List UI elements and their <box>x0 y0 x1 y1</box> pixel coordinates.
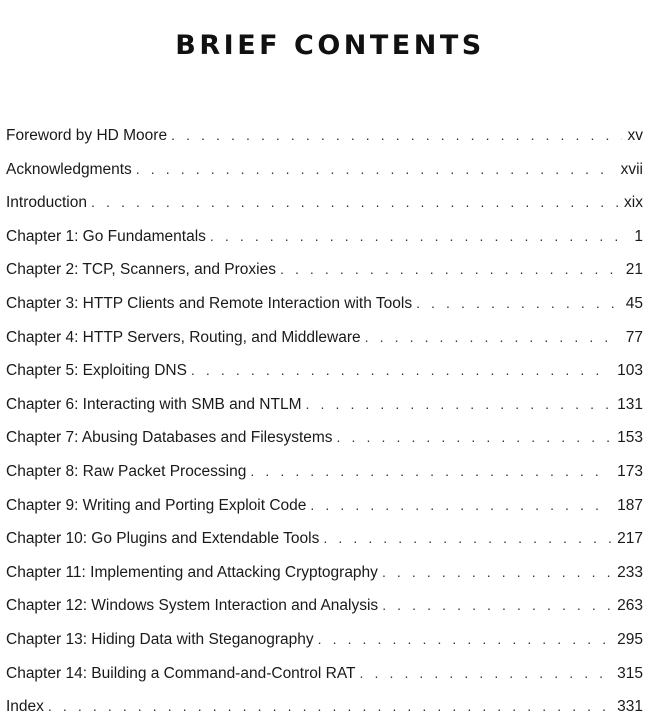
toc-entry-title[interactable]: Chapter 2: TCP, Scanners, and Proxies <box>6 261 276 279</box>
toc-entry-chapter-14[interactable] <box>6 661 643 695</box>
toc-entry-title[interactable]: Introduction <box>6 194 87 212</box>
toc-entry-title[interactable]: Chapter 1: Go Fundamentals <box>6 227 206 245</box>
dot-leader <box>171 123 621 147</box>
toc-entry-title[interactable]: Acknowledgments <box>6 160 132 178</box>
toc-entry-page: xvii <box>620 160 643 178</box>
toc-entry-foreword[interactable] <box>6 123 643 157</box>
toc-entry-title[interactable]: Chapter 9: Writing and Porting Exploit Code <box>6 496 307 514</box>
toc-entry-chapter-13[interactable] <box>6 627 643 661</box>
toc-entry-title[interactable]: Chapter 13: Hiding Data with Steganography <box>6 630 314 648</box>
toc-entry-page: 295 <box>617 630 643 648</box>
toc-entry-chapter-11[interactable] <box>6 560 643 594</box>
toc-entry-page: 263 <box>617 597 643 615</box>
toc-entry-chapter-6[interactable] <box>6 392 643 426</box>
toc-entry-page: 233 <box>617 563 643 581</box>
toc-entry-chapter-4[interactable] <box>6 325 643 359</box>
dot-leader <box>210 224 628 248</box>
page-title: BRIEF CONTENTS <box>175 30 485 62</box>
toc-entry-chapter-2[interactable] <box>6 257 643 291</box>
toc-entry-chapter-10[interactable] <box>6 526 643 560</box>
toc-entry-page: 21 <box>625 261 643 279</box>
toc-entry-introduction[interactable] <box>6 190 643 224</box>
toc-entry-page: 173 <box>617 462 643 480</box>
toc-entry-page: 153 <box>617 429 643 447</box>
toc-entry-chapter-9[interactable] <box>6 493 643 527</box>
toc-entry-chapter-7[interactable] <box>6 425 643 459</box>
toc-entry-title[interactable]: Chapter 10: Go Plugins and Extendable Tools <box>6 530 320 548</box>
dot-leader <box>318 627 612 651</box>
dot-leader <box>310 493 611 517</box>
table-of-contents <box>6 123 643 728</box>
dot-leader <box>136 157 615 181</box>
toc-entry-chapter-1[interactable] <box>6 224 643 258</box>
toc-entry-title[interactable]: Chapter 4: HTTP Servers, Routing, and Middleware <box>6 328 361 346</box>
dot-leader <box>365 325 620 349</box>
toc-entry-acknowledgments[interactable] <box>6 157 643 191</box>
dot-leader <box>382 593 611 617</box>
dot-leader <box>382 560 611 584</box>
toc-entry-title[interactable]: Foreword by HD Moore <box>6 127 168 144</box>
toc-entry-page: 77 <box>625 328 643 346</box>
toc-entry-chapter-8[interactable] <box>6 459 643 493</box>
toc-entry-title[interactable]: Chapter 5: Exploiting DNS <box>6 362 187 380</box>
toc-entry-page: xv <box>627 127 643 144</box>
dot-leader <box>280 257 620 281</box>
toc-entry-page: 187 <box>617 496 643 514</box>
dot-leader <box>48 694 611 718</box>
toc-entry-page: 131 <box>617 395 643 413</box>
toc-entry-title[interactable]: Chapter 3: HTTP Clients and Remote Interaction with Tools <box>6 294 413 312</box>
toc-entry-chapter-3[interactable] <box>6 291 643 325</box>
toc-entry-title[interactable]: Chapter 12: Windows System Interaction and Analysis <box>6 597 379 615</box>
toc-entry-title[interactable]: Chapter 8: Raw Packet Processing <box>6 462 247 480</box>
toc-entry-page: 103 <box>617 362 643 380</box>
dot-leader <box>91 190 618 214</box>
toc-entry-page: xix <box>624 194 643 212</box>
dot-leader <box>323 526 611 550</box>
toc-entry-index[interactable] <box>6 694 643 728</box>
toc-entry-page: 1 <box>634 227 643 245</box>
toc-entry-page: 217 <box>617 530 643 548</box>
toc-entry-chapter-12[interactable] <box>6 593 643 627</box>
toc-entry-page: 331 <box>617 698 643 716</box>
toc-entry-title[interactable]: Chapter 6: Interacting with SMB and NTLM <box>6 395 302 413</box>
toc-entry-title[interactable]: Chapter 7: Abusing Databases and Filesystems <box>6 429 333 447</box>
toc-entry-title[interactable]: Chapter 14: Building a Command-and-Control RAT <box>6 664 356 682</box>
toc-entry-chapter-5[interactable] <box>6 358 643 392</box>
toc-entry-page: 45 <box>625 294 643 312</box>
dot-leader <box>306 392 612 416</box>
toc-entry-page: 315 <box>617 664 643 682</box>
toc-entry-title[interactable]: Chapter 11: Implementing and Attacking Cryptography <box>6 563 378 581</box>
toc-entry-title[interactable]: Index <box>6 698 44 716</box>
dot-leader <box>360 661 612 685</box>
dot-leader <box>337 425 612 449</box>
dot-leader <box>416 291 620 315</box>
dot-leader <box>250 459 611 483</box>
dot-leader <box>191 358 611 382</box>
